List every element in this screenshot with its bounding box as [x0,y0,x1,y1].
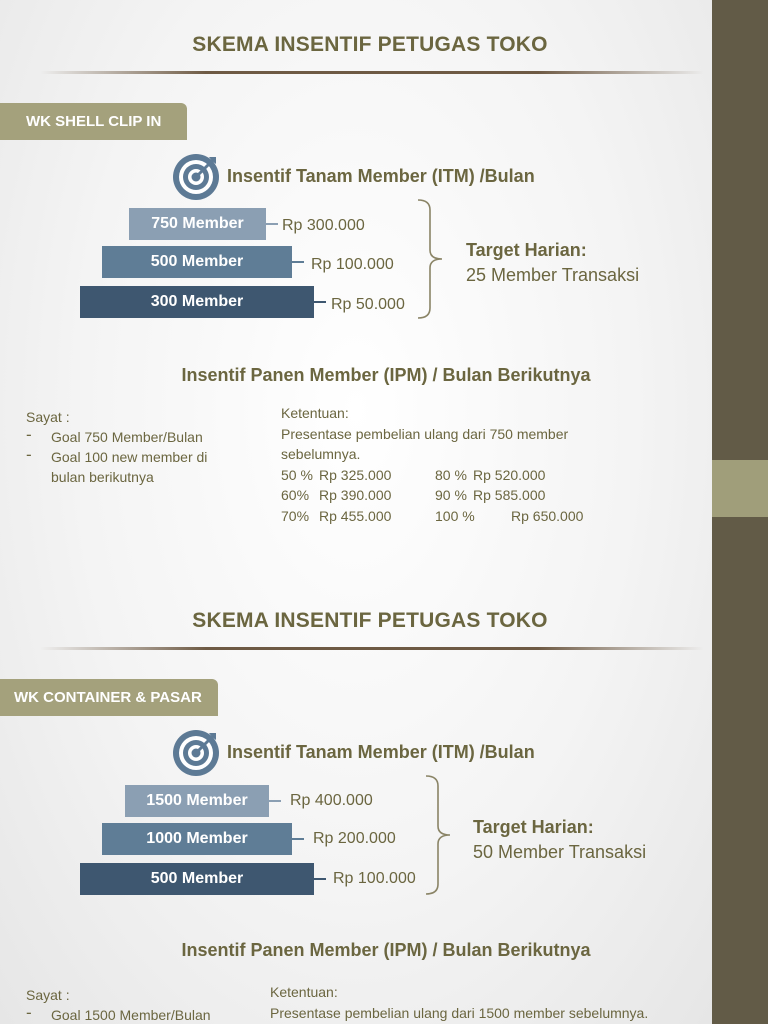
title-divider [40,647,704,650]
target-icon [172,728,220,776]
tier-bar [129,208,266,240]
tier-arrow [269,800,281,802]
tier-bar [125,785,269,817]
region-tag: WK SHELL CLIP IN [0,103,187,140]
tier-amount: Rp 50.000 [331,296,405,313]
sidebar-accent [712,460,768,517]
tier-amount: Rp 100.000 [333,870,416,887]
region-tag: WK CONTAINER & PASAR [0,679,218,716]
tier-label: 500 Member [150,870,244,887]
title-divider [40,71,704,74]
ketentuan-label: Ketentuan: [270,984,338,1000]
tier-amount: Rp 300.000 [282,217,365,234]
ipm-heading: Insentif Panen Member (IPM) / Bulan Berikutnya [181,940,591,960]
tier-arrow [314,878,326,880]
itm-heading: Insentif Tanam Member (ITM) /Bulan [227,166,535,186]
ketentuan-label: Ketentuan: [281,405,349,421]
tier-amount: Rp 100.000 [311,256,394,273]
tier-arrow [292,261,304,263]
tier-label: 1500 Member [146,792,248,809]
list-item: - Goal 1500 Member/Bulan [26,1005,236,1024]
sayat-block [26,407,236,487]
brace [416,198,446,320]
rate-amount: Rp 325.000 [319,466,392,483]
tier-arrow [292,838,304,840]
tier-label: 500 Member [150,253,244,270]
target-label: Target Harian: [473,817,594,837]
itm-heading: Insentif Tanam Member (ITM) /Bulan [227,742,535,762]
slide-container-pasar [0,576,712,1024]
sayat-label: Sayat : [26,987,70,1003]
rate-pct: 80 % [435,466,467,483]
tier-bar [80,286,314,318]
ketentuan-block [270,982,648,1023]
tier-label: 750 Member [151,215,244,232]
tier-amount: Rp 200.000 [313,830,396,847]
ketentuan-text: Presentase pembelian ulang dari 1500 member sebelumnya. [270,1004,649,1021]
rate-pct: 60% [281,487,310,503]
rate-amount: Rp 455.000 [319,507,392,524]
slide-title: SKEMA INSENTIF PETUGAS TOKO [192,33,548,56]
sayat-list [26,1005,236,1024]
brace [424,774,454,896]
sayat-label: Sayat : [26,409,70,425]
rate-pct: 70% [281,507,310,524]
ipm-heading: Insentif Panen Member (IPM) / Bulan Berikutnya [181,365,591,385]
sidebar-decoration [712,0,768,1024]
sayat-block [26,985,236,1024]
tier-label: 1000 Member [146,830,248,847]
list-item: - Goal 100 new member di bulan berikutnya [26,447,236,487]
rate-amount: Rp 585.000 [473,487,546,503]
ketentuan-text: Presentase pembelian ulang dari 750 member [281,425,569,442]
list-item: - Goal 750 Member/Bulan [26,427,236,447]
target-icon [172,152,220,200]
tier-arrow [314,301,326,303]
ketentuan-text: sebelumnya. [281,446,361,462]
tier-bar [80,863,314,895]
tier-bar [102,246,292,278]
tier-amount: Rp 400.000 [290,792,373,809]
sayat-list [26,427,236,487]
target-value: 50 Member Transaksi [473,842,647,862]
rate-amount: Rp 390.000 [319,487,392,503]
rate-amount: Rp 650.000 [511,507,584,524]
tier-arrow [266,223,278,225]
target-value: 25 Member Transaksi [466,265,640,285]
slide-title: SKEMA INSENTIF PETUGAS TOKO [192,609,548,632]
rate-amount: Rp 520.000 [473,466,546,483]
tier-label: 300 Member [150,293,244,310]
ketentuan-block [281,403,584,527]
rate-pct: 90 % [435,487,467,503]
target-label: Target Harian: [466,240,587,260]
rate-table [281,465,584,527]
tier-bar [102,823,292,855]
rate-pct: 50 % [281,466,313,483]
rate-pct: 100 % [435,507,475,524]
